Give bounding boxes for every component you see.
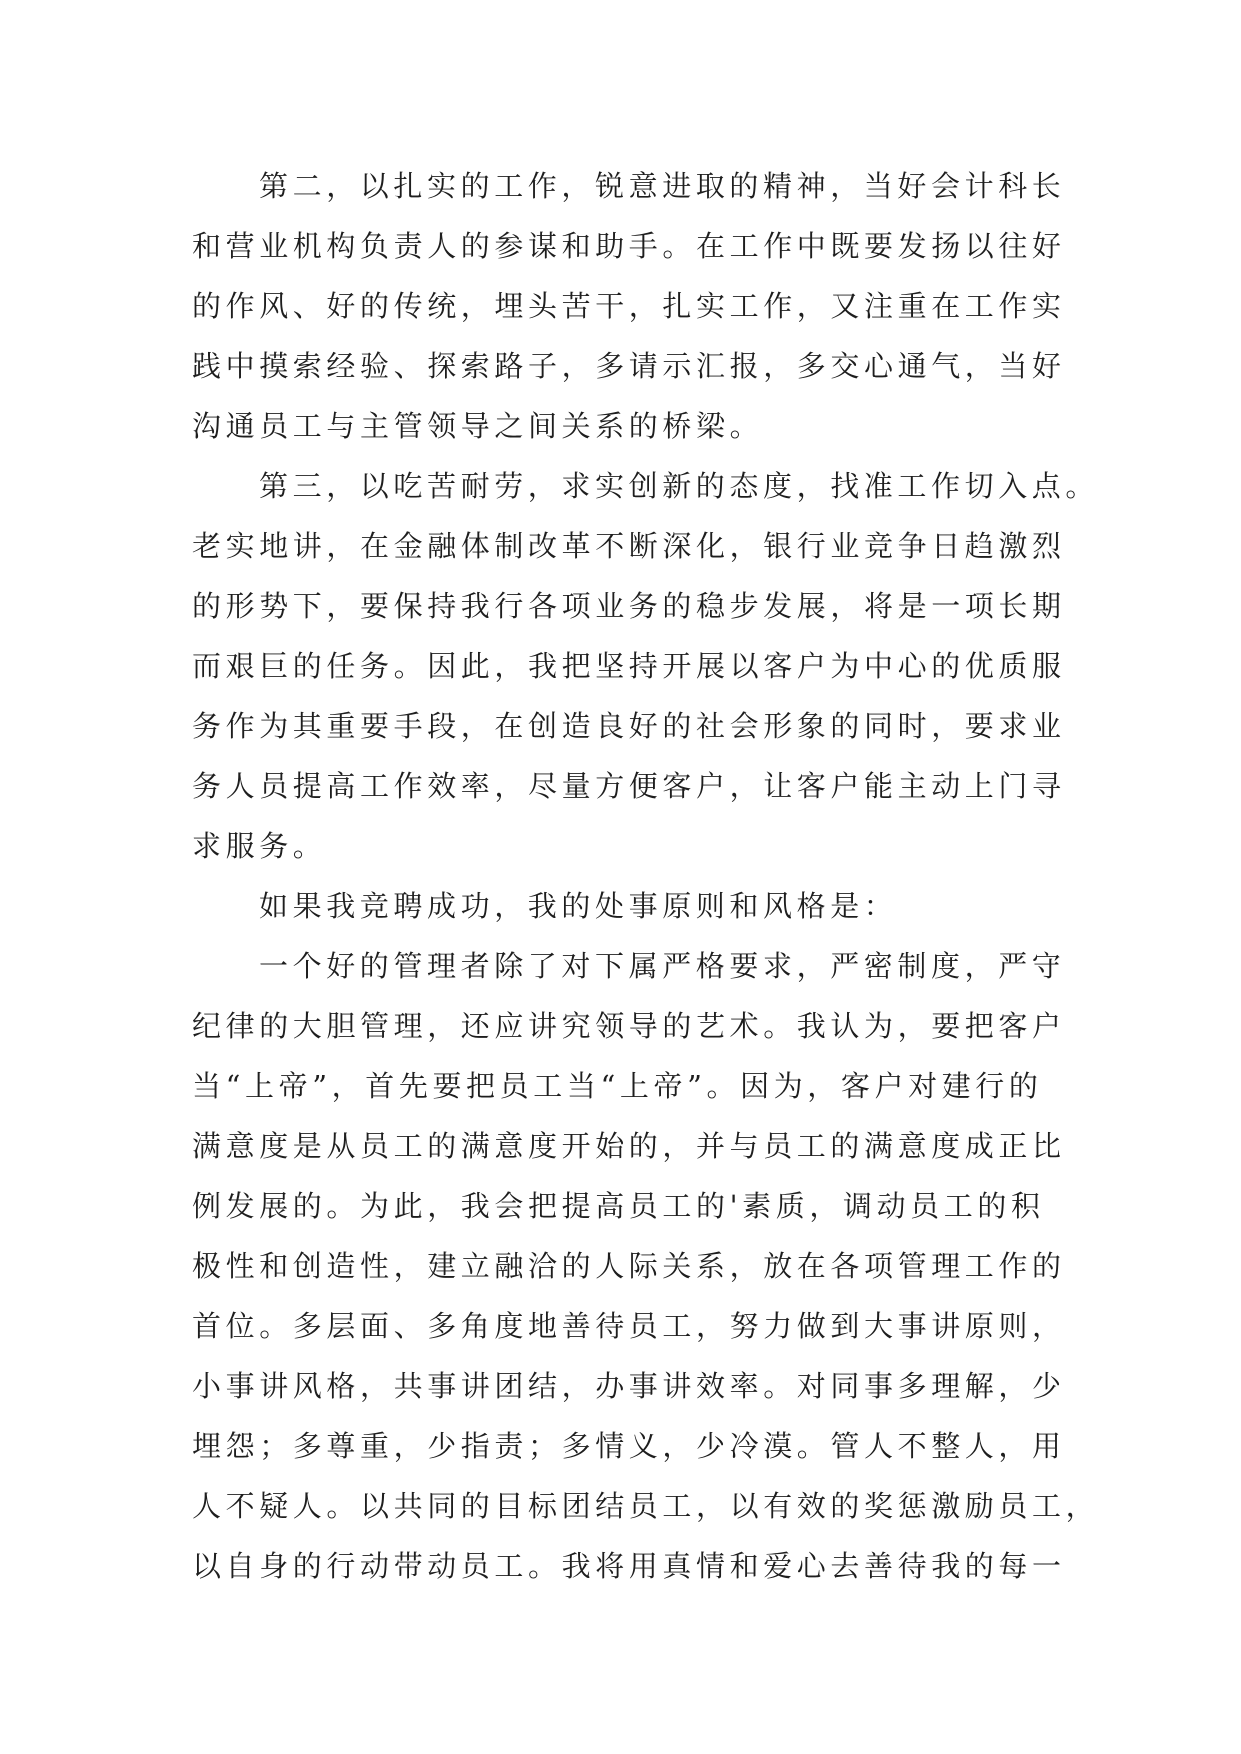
text-line: 老实地讲，在金融体制改革不断深化，银行业竞争日趋激烈 — [192, 529, 1066, 563]
text-line: 纪律的大胆管理，还应讲究领导的艺术。我认为，要把客户 — [192, 1009, 1066, 1043]
text-line: 践中摸索经验、探索路子，多请示汇报，多交心通气，当好 — [192, 349, 1066, 383]
text-line: 首位。多层面、多角度地善待员工，努力做到大事讲原则， — [192, 1309, 1066, 1343]
text-line: 务人员提高工作效率，尽量方便客户，让客户能主动上门寻 — [192, 769, 1066, 803]
text-line: 的作风、好的传统，埋头苦干，扎实工作，又注重在工作实 — [192, 289, 1066, 323]
text-line: 例发展的。为此，我会把提高员工的'素质，调动员工的积 — [192, 1189, 1045, 1223]
text-line: 当“上帝”，首先要把员工当“上帝”。因为，客户对建行的 — [192, 1069, 1043, 1103]
text-line: 的形势下，要保持我行各项业务的稳步发展，将是一项长期 — [192, 589, 1066, 623]
text-line: 如果我竞聘成功，我的处事原则和风格是： — [259, 889, 898, 923]
text-line: 和营业机构负责人的参谋和助手。在工作中既要发扬以往好 — [192, 229, 1066, 263]
text-line: 沟通员工与主管领导之间关系的桥梁。 — [192, 409, 764, 443]
text-line: 满意度是从员工的满意度开始的，并与员工的满意度成正比 — [192, 1129, 1066, 1163]
text-line: 求服务。 — [192, 829, 327, 863]
paragraph-third-point — [192, 456, 1121, 876]
text-line: 以自身的行动带动员工。我将用真情和爱心去善待我的每一 — [192, 1549, 1066, 1583]
text-line: 人不疑人。以共同的目标团结员工，以有效的奖惩激励员工， — [192, 1489, 1100, 1523]
text-line: 而艰巨的任务。因此，我把坚持开展以客户为中心的优质服 — [192, 649, 1066, 683]
text-line: 务作为其重要手段，在创造良好的社会形象的同时，要求业 — [192, 709, 1066, 743]
text-line: 埋怨；多尊重，少指责；多情义，少冷漠。管人不整人，用 — [192, 1429, 1066, 1463]
text-line: 第三，以吃苦耐劳，求实创新的态度，找准工作切入点。 — [259, 469, 1100, 503]
paragraph-management-style — [192, 936, 1121, 1596]
text-line: 一个好的管理者除了对下属严格要求，严密制度，严守 — [259, 949, 1066, 983]
paragraph-principles-intro — [192, 876, 1121, 936]
paragraph-second-point — [192, 156, 1121, 456]
text-line: 小事讲风格，共事讲团结，办事讲效率。对同事多理解，少 — [192, 1369, 1066, 1403]
text-line: 极性和创造性，建立融洽的人际关系，放在各项管理工作的 — [192, 1249, 1066, 1283]
text-line: 第二，以扎实的工作，锐意进取的精神，当好会计科长 — [259, 169, 1066, 203]
